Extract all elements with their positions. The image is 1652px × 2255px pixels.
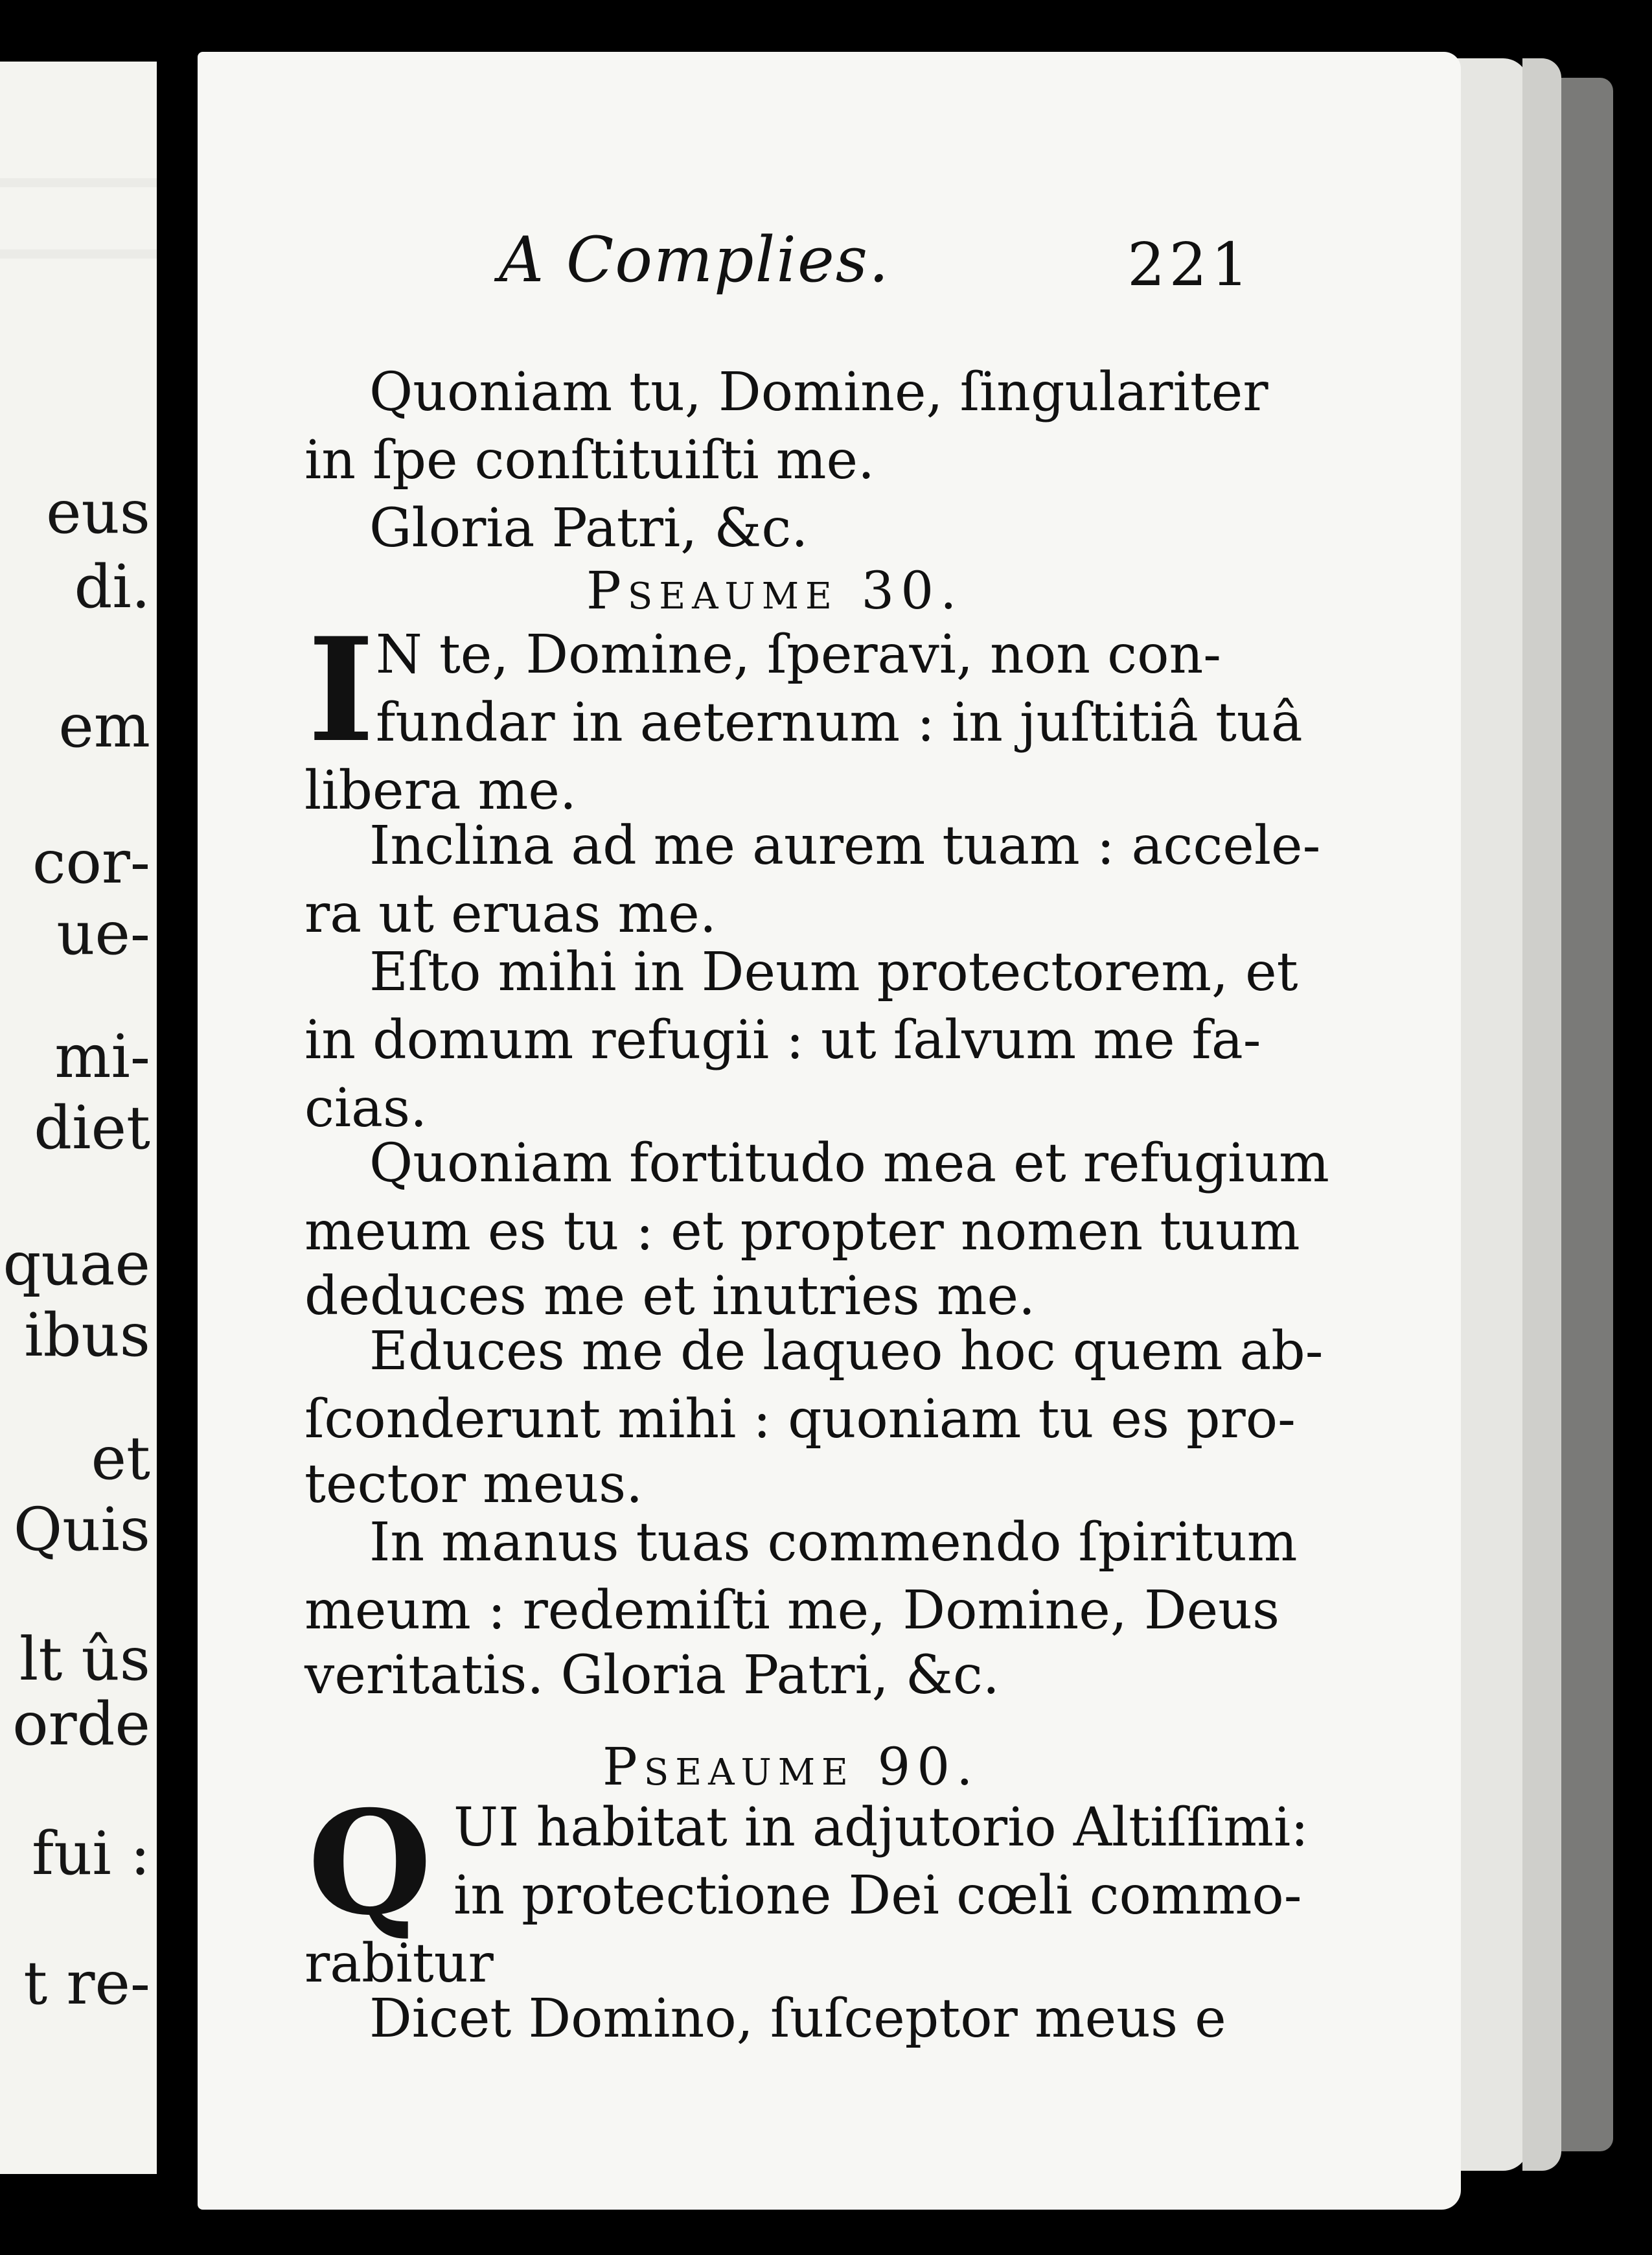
text-line: Inclina ad me aurem tuam : accele- <box>369 815 1321 877</box>
text-line: in domum refugii : ut ſalvum me fa- <box>304 1010 1261 1071</box>
text-line: deduces me et inutries me. <box>304 1266 1036 1327</box>
left-text-fragment: et <box>91 1424 150 1493</box>
text-line: veritatis. Gloria Patri, &c. <box>304 1645 1000 1706</box>
left-text-fragment: lt ûs <box>19 1625 150 1694</box>
drop-cap-initial: Q <box>308 1779 432 1947</box>
text-line: Eſto mihi in Deum protectorem, et <box>369 942 1298 1003</box>
page-number: 221 <box>1127 230 1253 299</box>
text-line: cias. <box>304 1078 428 1139</box>
text-line: ſconderunt mihi : quoniam tu es pro- <box>304 1389 1296 1450</box>
left-page-fragment <box>0 62 157 2174</box>
text-line: ra ut eruas me. <box>304 883 717 945</box>
text-line: in ſpe conſtituiſti me. <box>304 430 875 491</box>
running-title: A Complies. <box>499 224 890 296</box>
text-line: N te, Domine, ſperavi, non con- <box>376 624 1221 686</box>
text-line: rabitur <box>304 1933 494 1995</box>
left-text-fragment: diet <box>34 1093 150 1162</box>
left-text-fragment: eus <box>46 478 150 547</box>
left-text-fragment: Quis <box>13 1495 150 1564</box>
text-line: UI habitat in adjutorio Altiſſimi: <box>453 1797 1309 1858</box>
text-line: Quoniam fortitudo mea et refugium <box>369 1133 1329 1194</box>
text-line: Quoniam tu, Domine, ſingulariter <box>369 362 1268 423</box>
text-line: fundar in aeternum : in juſtitiâ tuâ <box>376 692 1303 754</box>
text-line: Educes me de laqueo hoc quem ab- <box>369 1321 1324 1382</box>
text-line: In manus tuas commendo ſpiritum <box>369 1512 1298 1573</box>
text-line: Gloria Patri, &c. <box>369 498 809 559</box>
left-text-fragment: quae <box>3 1229 150 1299</box>
left-text-fragment: t re- <box>23 1949 150 2018</box>
left-text-fragment: mi- <box>54 1022 150 1091</box>
text-line: in protectione Dei cœli commo- <box>453 1865 1302 1926</box>
text-line: libera me. <box>304 760 577 822</box>
psalm-30-heading: Pseaume 30. <box>586 561 963 621</box>
left-text-fragment: ue- <box>56 899 150 968</box>
left-text-fragment: cor- <box>32 827 150 897</box>
drop-cap-initial: I <box>308 606 374 774</box>
text-line: meum es tu : et propter nomen tuum <box>304 1201 1300 1262</box>
page-edge <box>1561 78 1613 2151</box>
page-edge <box>1522 58 1561 2171</box>
left-text-fragment: em <box>58 691 150 761</box>
psalm-90-heading: Pseaume 90. <box>602 1737 980 1797</box>
text-line: Dicet Domino, ſuſceptor meus e <box>369 1988 1226 2050</box>
left-text-fragment: fui : <box>32 1819 150 1888</box>
text-line: meum : redemiſti me, Domine, Deus <box>304 1580 1280 1641</box>
text-line: tector meus. <box>304 1453 643 1515</box>
left-text-fragment: ibus <box>24 1301 150 1370</box>
left-text-fragment: orde <box>12 1689 150 1759</box>
left-text-fragment: di. <box>74 552 150 621</box>
